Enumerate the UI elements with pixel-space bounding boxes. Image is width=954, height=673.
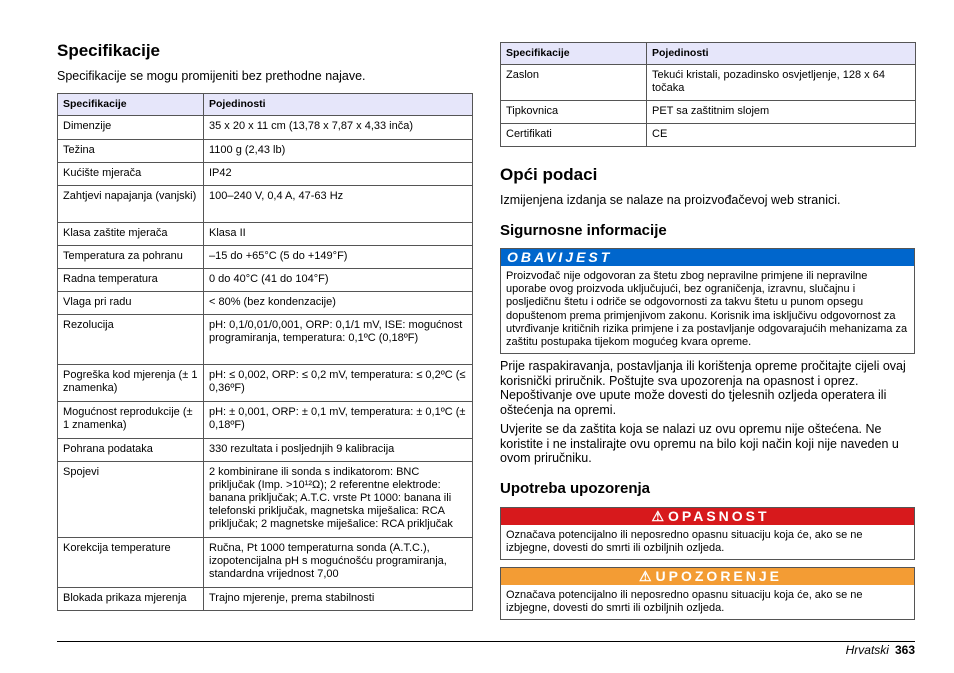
spec-value-cell: PET sa zaštitnim slojem <box>647 101 916 124</box>
spec-name-cell: Rezolucija <box>58 315 204 365</box>
spec-name-cell: Tipkovnica <box>501 101 647 124</box>
table-header-row <box>58 94 473 116</box>
spec-value-cell: Tekući kristali, pozadinsko osvjetljenje, 128 x 64 točaka <box>647 65 916 101</box>
spec-value-cell: 100–240 V, 0,4 A, 47-63 Hz <box>204 186 473 223</box>
spec-name-cell: Certifikati <box>501 124 647 147</box>
spec-name-cell: Mogućnost reprodukcije (± 1 znamenka) <box>58 402 204 439</box>
general-data-text: Izmijenjena izdanja se nalaze na proizvođačevoj web stranici. <box>500 193 841 207</box>
spec-name-cell: Vlaga pri radu <box>58 292 204 315</box>
spec-value-cell: pH: ± 0,001, ORP: ± 0,1 mV, temperatura: ± 0,1ºC (± 0,18ºF) <box>204 402 473 439</box>
table-row <box>58 186 473 223</box>
column-header-specs: Specifikacije <box>58 94 204 116</box>
page-title: Specifikacije <box>57 41 161 60</box>
table-row <box>58 365 473 402</box>
spec-value-cell: pH: 0,1/0,01/0,001, ORP: 0,1/1 mV, ISE: mogućnost programiranja, temperatura: 0,1ºC (0,18ºF) <box>204 315 473 365</box>
spec-value-cell: Ručna, Pt 1000 temperaturna sonda (A.T.C.), izopotencijalna pH s mogućnošću programiranja, standardna vrijednost 7,00 <box>204 538 473 588</box>
page-number: 363 <box>894 643 915 657</box>
spec-value-cell: –15 do +65°C (5 do +149°F) <box>204 246 473 269</box>
spec-value-cell: < 80% (bez kondenzacije) <box>204 292 473 315</box>
table-row <box>58 588 473 611</box>
table-row <box>501 65 916 101</box>
spec-name-cell: Pohrana podataka <box>58 439 204 462</box>
table-row <box>58 116 473 140</box>
footer-divider <box>57 641 915 642</box>
table-row <box>58 439 473 462</box>
spec-value-cell: pH: ≤ 0,002, ORP: ≤ 0,2 mV, temperatura: ≤ 0,2ºC (≤ 0,36ºF) <box>204 365 473 402</box>
table-header-row <box>501 43 916 65</box>
safety-info-title: Sigurnosne informacije <box>500 222 667 239</box>
spec-table-right <box>500 42 916 147</box>
column-header-details: Pojedinosti <box>647 43 916 65</box>
table-row <box>58 538 473 588</box>
general-data-title: Opći podaci <box>500 165 598 184</box>
table-row <box>58 315 473 365</box>
table-row <box>58 462 473 538</box>
footer-language: Hrvatski <box>845 643 889 657</box>
spec-name-cell: Kućište mjerača <box>58 163 204 186</box>
spec-name-cell: Klasa zaštite mjerača <box>58 223 204 246</box>
warning-label: UPOZORENJE <box>655 568 783 584</box>
table-row <box>501 124 916 147</box>
spec-value-cell: 0 do 40°C (41 do 104°F) <box>204 269 473 292</box>
danger-header <box>501 508 914 525</box>
warnings-usage-title: Upotreba upozorenja <box>500 480 651 497</box>
notice-text: Proizvođač nije odgovoran za štetu zbog nepravilne primjene ili nepravilne uporabe ovog proizvoda uključujući, bez ograničenja, izravnu, slučajnu i posljedičnu štetu i odriče se odgovornosti za takvu štetu u punom opsegu dopuštenom prema primjenjivom zakonu. Korisnik ima isključivu odgovornost za utvrđivanje kritičnih rizika primjene i za postavljanje odgovarajućih mehanizama za zaštitu postupaka tijekom mogućeg kvara opreme. <box>506 270 908 349</box>
danger-label: OPASNOST <box>668 508 770 524</box>
danger-box <box>500 507 915 560</box>
table-row <box>58 246 473 269</box>
spec-name-cell: Težina <box>58 140 204 163</box>
warning-text: Označava potencijalno ili neposredno opasnu situaciju koja će, ako se ne izbjegne, dovesti do smrti ili ozbiljnih ozljeda. <box>506 589 863 615</box>
notice-box <box>500 248 915 354</box>
spec-value-cell: 1100 g (2,43 lb) <box>204 140 473 163</box>
spec-table-left <box>57 93 473 611</box>
notice-label: OBAVIJEST <box>507 249 613 265</box>
spec-name-cell: Temperatura za pohranu <box>58 246 204 269</box>
safety-paragraph-1: Prije raspakiravanja, postavljanja ili korištenja opreme pročitajte cijeli ovaj korisnički priručnik. Poštujte sva upozorenja na opasnost i oprez. Nepoštivanje ove upute može dovesti do tjelesnih ozljeda operatera ili oštećenja na opremi. <box>500 359 906 417</box>
spec-value-cell: Trajno mjerenje, prema stabilnosti <box>204 588 473 611</box>
table-row <box>58 402 473 439</box>
spec-value-cell: IP42 <box>204 163 473 186</box>
table-row <box>58 269 473 292</box>
spec-value-cell: 35 x 20 x 11 cm (13,78 x 7,87 x 4,33 inča) <box>204 116 473 140</box>
spec-name-cell: Radna temperatura <box>58 269 204 292</box>
warning-triangle-icon: ⚠ <box>651 508 665 524</box>
table-row <box>58 140 473 163</box>
spec-name-cell: Zaslon <box>501 65 647 101</box>
table-row <box>501 101 916 124</box>
intro-text: Specifikacije se mogu promijeniti bez prethodne najave. <box>57 69 366 83</box>
spec-name-cell: Zahtjevi napajanja (vanjski) <box>58 186 204 223</box>
warning-box <box>500 567 915 620</box>
danger-text: Označava potencijalno ili neposredno opasnu situaciju koja će, ako se ne izbjegne, dovesti do smrti ili ozbiljnih ozljeda. <box>506 529 863 555</box>
column-header-specs: Specifikacije <box>501 43 647 65</box>
spec-value-cell: 2 kombinirane ili sonda s indikatorom: BNC priključak (Imp. >10¹²Ω); 2 referentne elektrode: banana priključak; A.T.C. vrste Pt 1000: banana ili telefonski priključak, magnetska miješalica: RCA priključak; 2 magnetske miješalice: RCA priključak <box>204 462 473 538</box>
spec-name-cell: Blokada prikaza mjerenja <box>58 588 204 611</box>
table-row <box>58 292 473 315</box>
spec-name-cell: Pogreška kod mjerenja (± 1 znamenka) <box>58 365 204 402</box>
page-footer <box>846 643 915 657</box>
warning-triangle-icon: ⚠ <box>638 568 652 584</box>
spec-value-cell: CE <box>647 124 916 147</box>
column-header-details: Pojedinosti <box>204 94 473 116</box>
spec-name-cell: Dimenzije <box>58 116 204 140</box>
spec-value-cell: Klasa II <box>204 223 473 246</box>
notice-header <box>501 249 914 266</box>
table-row <box>58 163 473 186</box>
table-row <box>58 223 473 246</box>
spec-name-cell: Korekcija temperature <box>58 538 204 588</box>
warning-header <box>501 568 914 585</box>
safety-paragraph-2: Uvjerite se da zaštita koja se nalazi uz ovu opremu nije oštećena. Ne koristite i ne instalirajte ovu opremu na bilo koji način koji nije naveden u ovom priručniku. <box>500 422 899 465</box>
spec-name-cell: Spojevi <box>58 462 204 538</box>
spec-value-cell: 330 rezultata i posljednjih 9 kalibracija <box>204 439 473 462</box>
